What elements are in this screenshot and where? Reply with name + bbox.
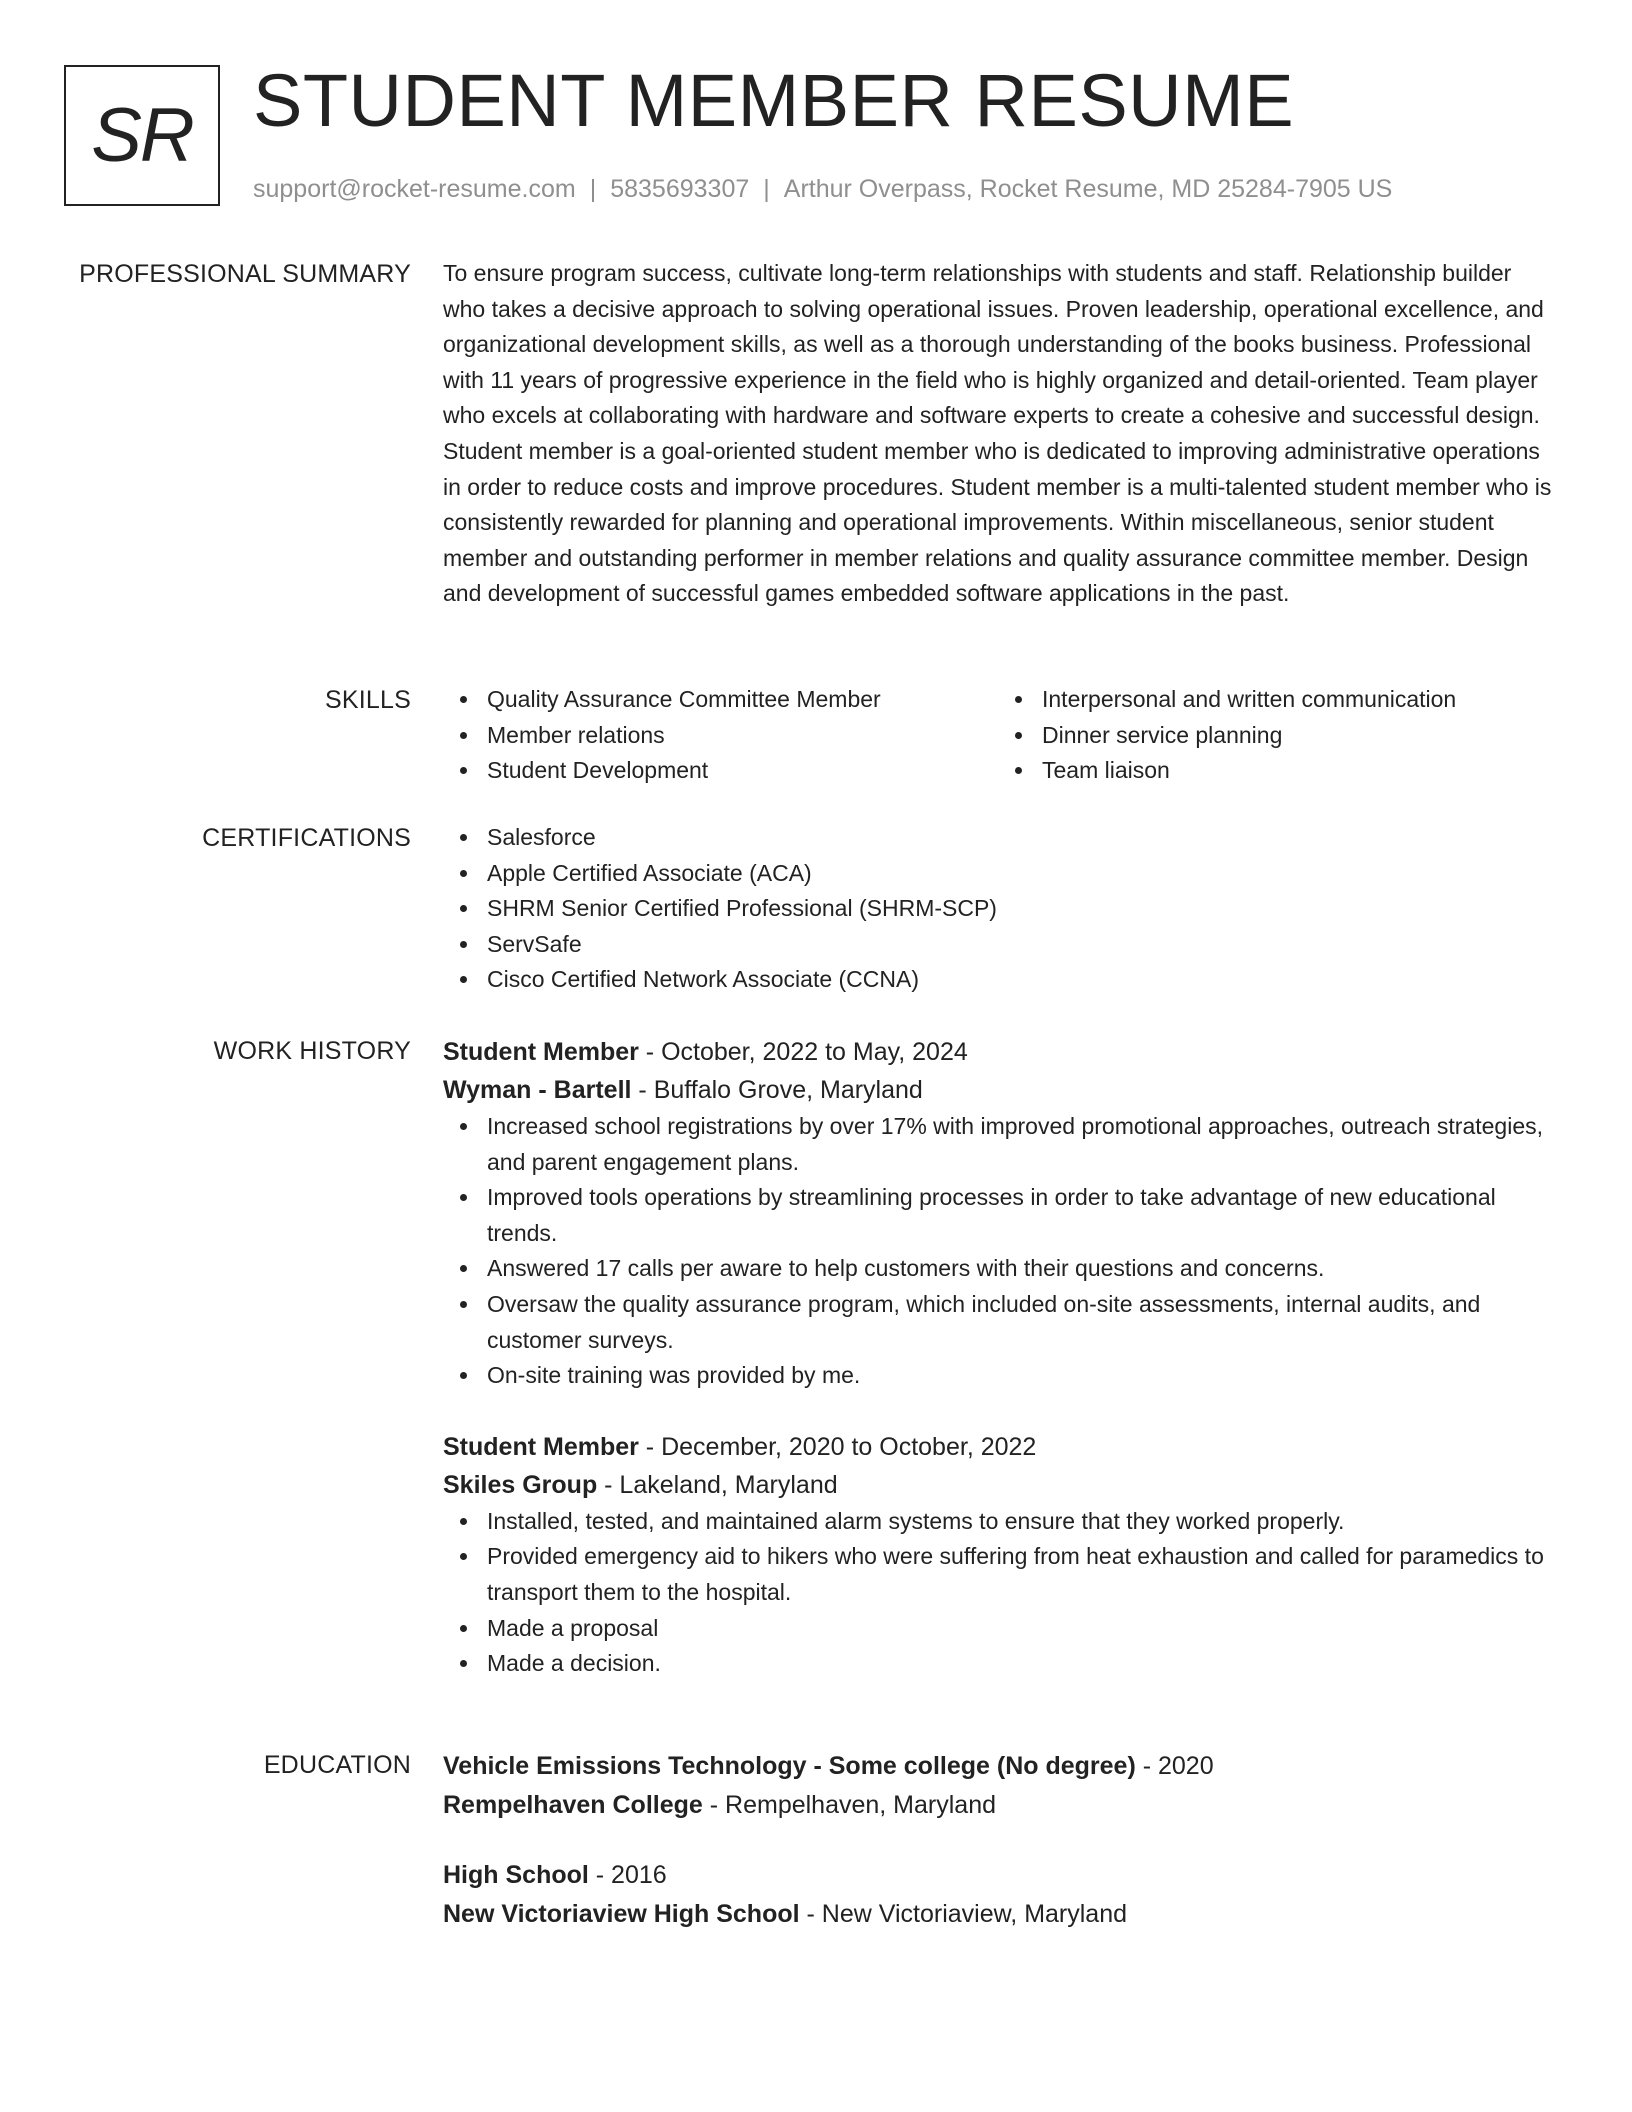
skill-item: Quality Assurance Committee Member: [487, 682, 998, 718]
education-entry: [443, 1747, 1553, 1825]
skills-list-left: [443, 682, 998, 789]
education-degree: High School: [443, 1861, 589, 1889]
contact-line: [253, 173, 1392, 205]
education-year: - 2016: [588, 1861, 667, 1889]
certification-item: Cisco Certified Network Associate (CCNA): [487, 962, 1553, 998]
certifications-body: [443, 820, 1553, 998]
education-school-line: [443, 1786, 1553, 1825]
job-bullet: Made a decision.: [487, 1646, 1553, 1682]
job-bullet: Improved tools operations by streamlining processes in order to take advantage of new educational trends.: [487, 1180, 1553, 1251]
monogram-logo: [64, 65, 220, 206]
section-heading-education: EDUCATION: [263, 1751, 411, 1779]
education-degree-line: [443, 1856, 1553, 1895]
skills-list-right: [998, 682, 1553, 789]
job-bullet: Answered 17 calls per aware to help customers with their questions and concerns.: [487, 1251, 1553, 1287]
education-body: [443, 1747, 1553, 1934]
job-bullet: Oversaw the quality assurance program, which included on-site assessments, internal audits, and customer surveys.: [487, 1287, 1553, 1358]
section-heading-work-history: WORK HISTORY: [213, 1037, 411, 1065]
education-degree: Vehicle Emissions Technology - Some college (No degree): [443, 1752, 1136, 1780]
job-location: - Lakeland, Maryland: [597, 1470, 838, 1499]
job-company-line: [443, 1466, 1553, 1504]
job-entry: [443, 1428, 1553, 1682]
job-bullet-list: [443, 1109, 1553, 1394]
skill-item: Team liaison: [1042, 753, 1553, 789]
job-dates: - October, 2022 to May, 2024: [638, 1038, 968, 1066]
certification-item: Apple Certified Associate (ACA): [487, 856, 1553, 892]
education-degree-line: [443, 1747, 1553, 1786]
education-school: Rempelhaven College: [443, 1791, 703, 1819]
job-title: Student Member: [443, 1432, 639, 1461]
summary-body: [443, 256, 1553, 612]
job-bullet: On-site training was provided by me.: [487, 1358, 1553, 1394]
job-title-line: [443, 1033, 1553, 1071]
skill-item: Dinner service planning: [1042, 718, 1553, 754]
skill-item: Member relations: [487, 718, 998, 754]
certification-item: ServSafe: [487, 927, 1553, 963]
section-heading-certifications: CERTIFICATIONS: [202, 824, 411, 852]
job-bullet-list: [443, 1504, 1553, 1682]
contact-email: support@rocket-resume.com: [253, 175, 576, 203]
job-title: Student Member: [443, 1038, 639, 1066]
work-history-body: [443, 1033, 1553, 1682]
education-year: - 2020: [1135, 1752, 1214, 1780]
job-bullet: Provided emergency aid to hikers who were suffering from heat exhaustion and called for paramedics to transport them to the hospital.: [487, 1539, 1553, 1610]
education-school: New Victoriaview High School: [443, 1900, 800, 1928]
job-company-line: [443, 1071, 1553, 1109]
certifications-list: [443, 820, 1553, 998]
job-title-line: [443, 1428, 1553, 1466]
education-entry: [443, 1856, 1553, 1934]
education-school-line: [443, 1895, 1553, 1934]
education-location: - New Victoriaview, Maryland: [799, 1900, 1128, 1928]
education-location: - Rempelhaven, Maryland: [702, 1791, 997, 1819]
job-company: Skiles Group: [443, 1470, 598, 1499]
job-entry: [443, 1033, 1553, 1394]
summary-paragraph: To ensure program success, cultivate long-term relationships with students and staff. Relationship builder who takes a decisive approach to solving operational issues. Proven leadership, operational excellence, and organizational development skills, as well as a thorough understanding of the books business. Professional with 11 years of progressive experience in the field who is highly organized and detail-oriented. Team player who excels at collaborating with hardware and software experts to create a cohesive and successful design. Student member is a goal-oriented student member who is dedicated to improving administrative operations in order to reduce costs and improve procedures. Student member is a multi-talented student member who is consistently rewarded for planning and operational improvements. Within miscellaneous, senior student member and outstanding performer in member relations and quality assurance committee member. Design and development of successful games embedded software applications in the past.: [443, 260, 1552, 607]
job-bullet: Increased school registrations by over 17% with improved promotional approaches, outreach strategies, and parent engagement plans.: [487, 1109, 1553, 1180]
resume-title: STUDENT MEMBER RESUME: [253, 59, 1295, 142]
contact-separator: |: [763, 175, 770, 203]
section-heading-summary: PROFESSIONAL SUMMARY: [79, 260, 411, 288]
contact-separator: |: [589, 175, 597, 203]
skills-body: [443, 682, 1553, 789]
skill-item: Interpersonal and written communication: [1042, 682, 1553, 718]
job-location: - Buffalo Grove, Maryland: [631, 1076, 923, 1104]
job-dates: - December, 2020 to October, 2022: [638, 1432, 1037, 1461]
monogram-initials: SR: [91, 93, 193, 178]
certification-item: SHRM Senior Certified Professional (SHRM-SCP): [487, 891, 1553, 927]
skill-item: Student Development: [487, 753, 998, 789]
section-heading-skills: SKILLS: [325, 686, 411, 714]
certification-item: Salesforce: [487, 820, 1553, 856]
contact-phone: 5835693307: [610, 175, 750, 203]
job-company: Wyman - Bartell: [443, 1076, 632, 1104]
job-bullet: Made a proposal: [487, 1611, 1553, 1647]
contact-address: Arthur Overpass, Rocket Resume, MD 25284-7905 US: [783, 175, 1393, 203]
job-bullet: Installed, tested, and maintained alarm systems to ensure that they worked properly.: [487, 1504, 1553, 1540]
